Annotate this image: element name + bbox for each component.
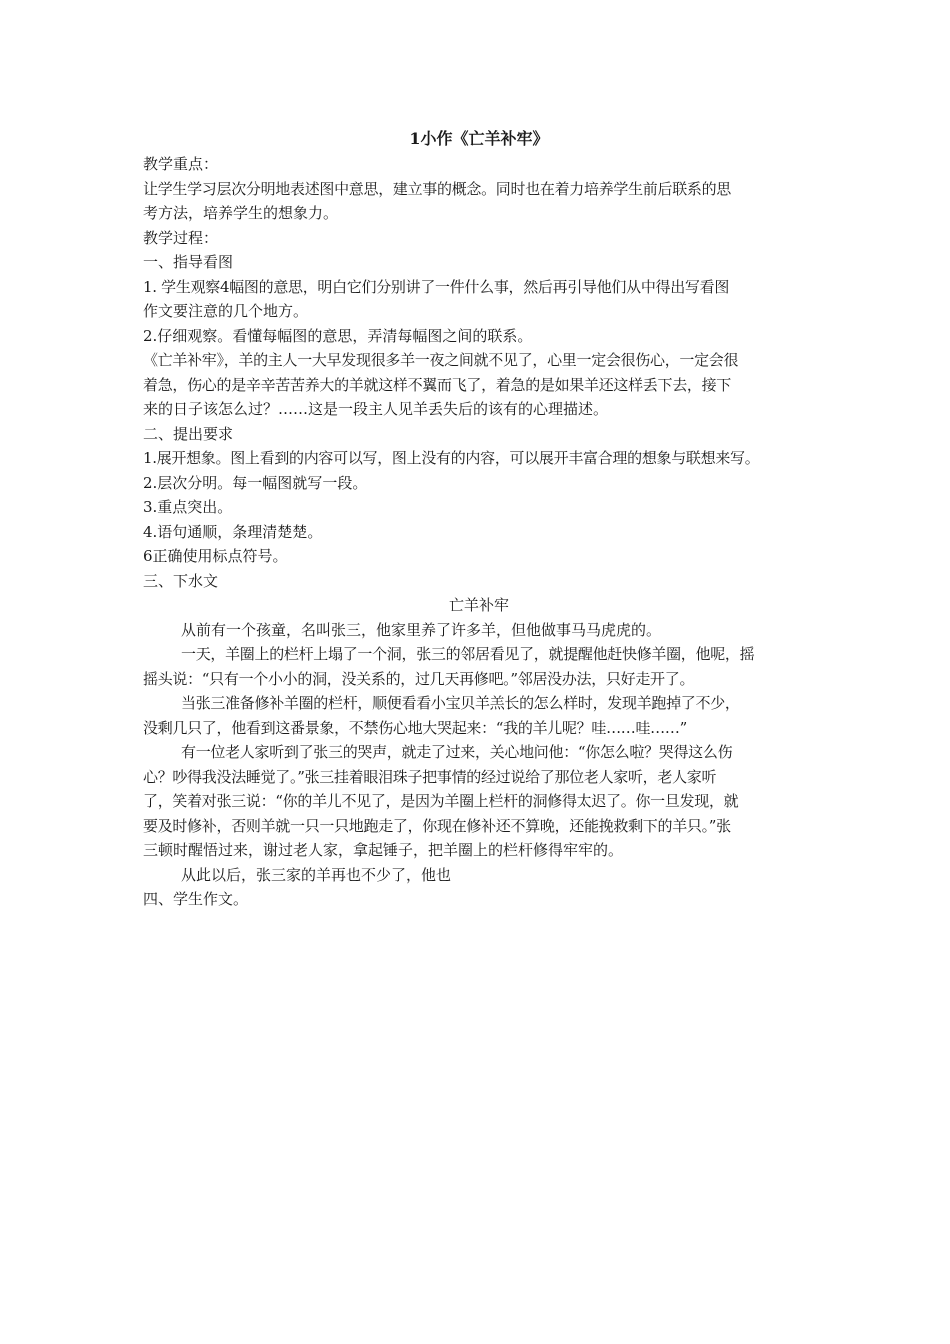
essay-line: 从此以后，张三家的羊再也不少了，他也 bbox=[181, 865, 452, 884]
essay-line: 没剩几只了，他看到这番景象，不禁伤心地大哭起来：“我的羊儿呢？哇……哇……” bbox=[143, 718, 687, 737]
paragraph-line: 作文要注意的几个地方。 bbox=[143, 302, 309, 320]
focus-text-line: 让学生学习层次分明地表述图中意思，建立事的概念。同时也在着力培养学生前后联系的思 bbox=[143, 179, 732, 198]
document-title: 1小作《亡羊补牢》 bbox=[409, 129, 549, 148]
essay-line: 要及时修补，否则羊就一只一只地跑走了，你现在修补还不算晚，还能挽救剩下的羊只。”张 bbox=[143, 816, 731, 835]
essay-line: 三顿时醒悟过来，谢过老人家，拿起锤子，把羊圈上的栏杆修得牢牢的。 bbox=[143, 841, 624, 859]
heading-sample-essay: 三、下水文 bbox=[143, 571, 219, 590]
paragraph-line: 《亡羊补牢》，羊的主人一大早发现很多羊一夜之间就不见了，心里一定会很伤心，一定会很 bbox=[143, 351, 739, 369]
requirement-item: 1.展开想象。图上看到的内容可以写，图上没有的内容，可以展开丰富合理的想象与联想来写。 bbox=[143, 449, 760, 467]
paragraph-line: 着急，伤心的是辛辛苦苦养大的羊就这样不翼而飞了，着急的是如果羊还这样丢下去，接下 bbox=[143, 375, 732, 394]
heading-requirements: 二、提出要求 bbox=[143, 424, 234, 443]
essay-title: 亡羊补牢 bbox=[448, 596, 509, 614]
essay-line: 从前有一个孩童，名叫张三，他家里养了许多羊，但他做事马马虎虎的。 bbox=[181, 620, 662, 639]
requirement-item: 2.层次分明。每一幅图就写一段。 bbox=[143, 473, 368, 492]
paragraph-line: 1. 学生观察4幅图的意思，明白它们分别讲了一件什么事，然后再引导他们从中得出写看图 bbox=[143, 277, 730, 296]
essay-line: 摇头说：“只有一个小小的洞，没关系的，过几天再修吧。”邻居没办法，只好走开了。 bbox=[143, 669, 695, 688]
essay-line: 当张三准备修补羊圈的栏杆，顺便看看小宝贝羊羔长的怎么样时，发现羊跑掉了不少， bbox=[181, 694, 740, 712]
section-label-process: 教学过程： bbox=[143, 228, 219, 247]
focus-text-line: 考方法，培养学生的想象力。 bbox=[143, 204, 339, 222]
heading-guide-pictures: 一、指导看图 bbox=[143, 253, 234, 271]
requirement-item: 4.语句通顺，条理清楚楚。 bbox=[143, 522, 323, 541]
section-label-focus: 教学重点： bbox=[143, 155, 219, 173]
document-page bbox=[143, 128, 815, 912]
paragraph-line: 2.仔细观察。看懂每幅图的意思，弄清每幅图之间的联系。 bbox=[143, 326, 533, 345]
paragraph-line: 来的日子该怎么过？……这是一段主人见羊丢失后的该有的心理描述。 bbox=[143, 400, 609, 418]
essay-line: 了，笑着对张三说：“你的羊儿不见了，是因为羊圈上栏杆的洞修得太迟了。你一旦发现，就 bbox=[143, 792, 739, 810]
requirement-item: 3.重点突出。 bbox=[143, 498, 233, 516]
heading-student-writing: 四、学生作文。 bbox=[143, 890, 249, 908]
requirement-item: 6正确使用标点符号。 bbox=[143, 547, 288, 565]
essay-line: 心？吵得我没法睡觉了。”张三挂着眼泪珠子把事情的经过说给了那位老人家听，老人家听 bbox=[143, 767, 717, 786]
essay-line: 一天，羊圈上的栏杆上塌了一个洞，张三的邻居看见了，就提醒他赶快修羊圈，他呢，摇 bbox=[181, 645, 755, 663]
essay-line: 有一位老人家听到了张三的哭声，就走了过来，关心地问他：“你怎么啦？哭得这么伤 bbox=[181, 743, 733, 761]
